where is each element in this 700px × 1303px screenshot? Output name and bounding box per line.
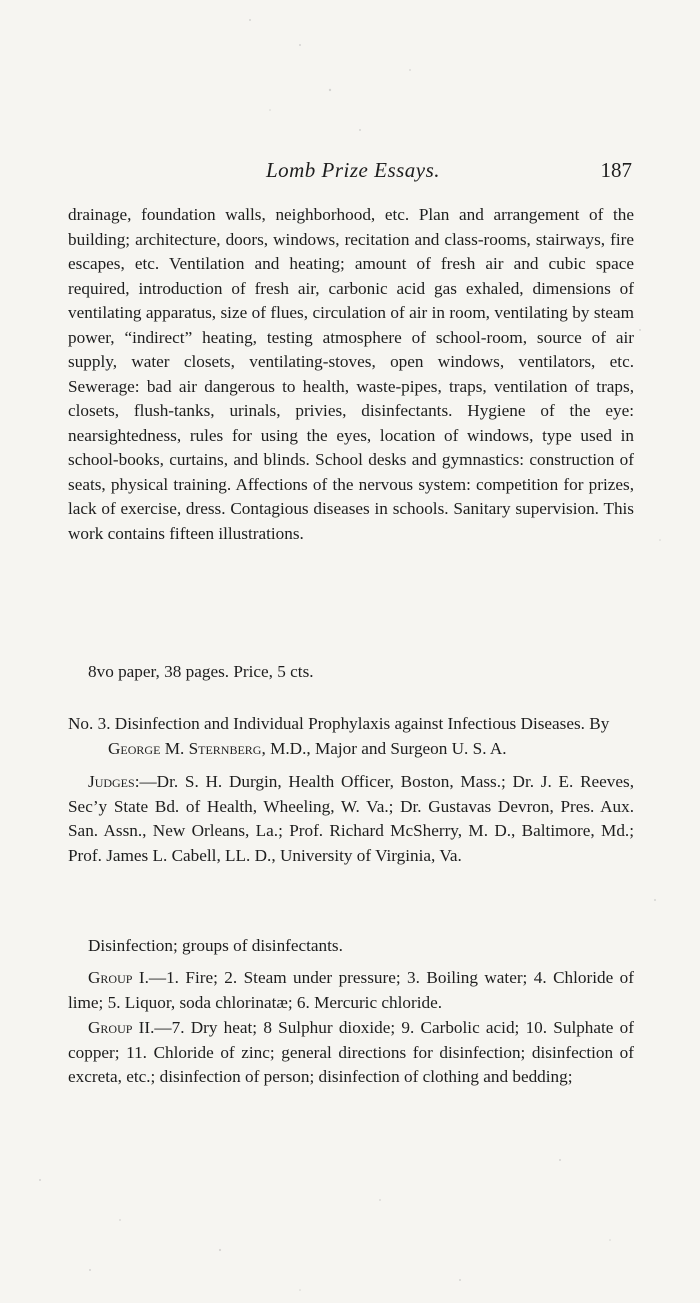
description-paragraph bbox=[68, 203, 634, 546]
group-label: Group I. bbox=[88, 968, 149, 987]
description-text: drainage, foundation walls, neighborhood, etc. Plan and arrangement of the building; architecture, doors, windows, recitation and class-rooms, stairways, fire escapes, etc. Ventilation and heating; amount of fresh air and cubic space required, introduction of fresh air, carbonic acid gas exhaled, dimensions of ventilating apparatus, size of flues, circulation of air in room, ventilating by steam power, “indirect” heating, testing atmosphere of school-room, source of air supply, water closets, ventilating-stoves, open windows, ventilators, etc. Sewerage: bad air dangerous to health, waste-pipes, traps, ventilation of traps, closets, flush-tanks, urinals, privies, disinfectants. Hygiene of the eye: nearsightedness, rules for using the eyes, location of windows, type used in school-books, curtains, and blinds. School desks and gymnastics: construction of seats, physical training. Affections of the nervous system: competition for prizes, lack of exercise, dress. Contagious diseases in schools. Sanitary supervision. This work contains fifteen illustrations. bbox=[68, 205, 634, 543]
judges-text: :—Dr. S. H. Durgin, Health Officer, Boston, Mass.; Dr. J. E. Reeves, Sec’y State Bd. of Health, Wheeling, W. Va.; Dr. Gustavas Devron, Pres. Aux. San. Assn., New Orleans, La.; Prof. Richard McSherry, M. D., Baltimore, Md.; Prof. James L. Cabell, LL. D., University of Virginia, Va. bbox=[68, 772, 634, 865]
running-title: Lomb Prize Essays. bbox=[265, 158, 441, 182]
group-item bbox=[68, 1016, 634, 1090]
group-label: Group II. bbox=[88, 1018, 155, 1037]
judges-label: Judges bbox=[88, 772, 135, 791]
groups-list bbox=[68, 966, 634, 1091]
entry-by: By bbox=[589, 714, 610, 733]
entry-number: No. 3. bbox=[68, 714, 111, 733]
entry-credentials: , M.D., Major and Surgeon U. S. A. bbox=[261, 738, 507, 758]
entry-author: George M. Sternberg bbox=[108, 738, 262, 758]
group-text: —7. Dry heat; 8 Sulphur dioxide; 9. Carbolic acid; 10. Sulphate of copper; 11. Chloride of zinc; general directions for disinfection; disinfection of excreta, etc.; disinfection of person; disinfection of clothing and bedding; bbox=[68, 1018, 634, 1086]
entry-title: Disinfection and Individual Prophylaxis against Infectious Diseases. bbox=[114, 714, 585, 733]
essay-entry-heading bbox=[68, 712, 634, 761]
judges-paragraph bbox=[68, 770, 634, 868]
group-text: —1. Fire; 2. Steam under pressure; 3. Boiling water; 4. Chloride of lime; 5. Liquor, soda chlorinatæ; 6. Mercuric chloride. bbox=[68, 968, 634, 1012]
intro-text: Disinfection; groups of disinfectants. bbox=[88, 936, 343, 955]
price-line: 8vo paper, 38 pages. Price, 5 cts. bbox=[88, 662, 314, 681]
judges-text-block bbox=[68, 770, 634, 868]
disinfection-intro bbox=[68, 934, 634, 959]
group-item bbox=[68, 966, 634, 1015]
page-number: 187 bbox=[600, 158, 632, 182]
entry-title-line bbox=[68, 712, 634, 761]
page-header bbox=[68, 158, 638, 188]
